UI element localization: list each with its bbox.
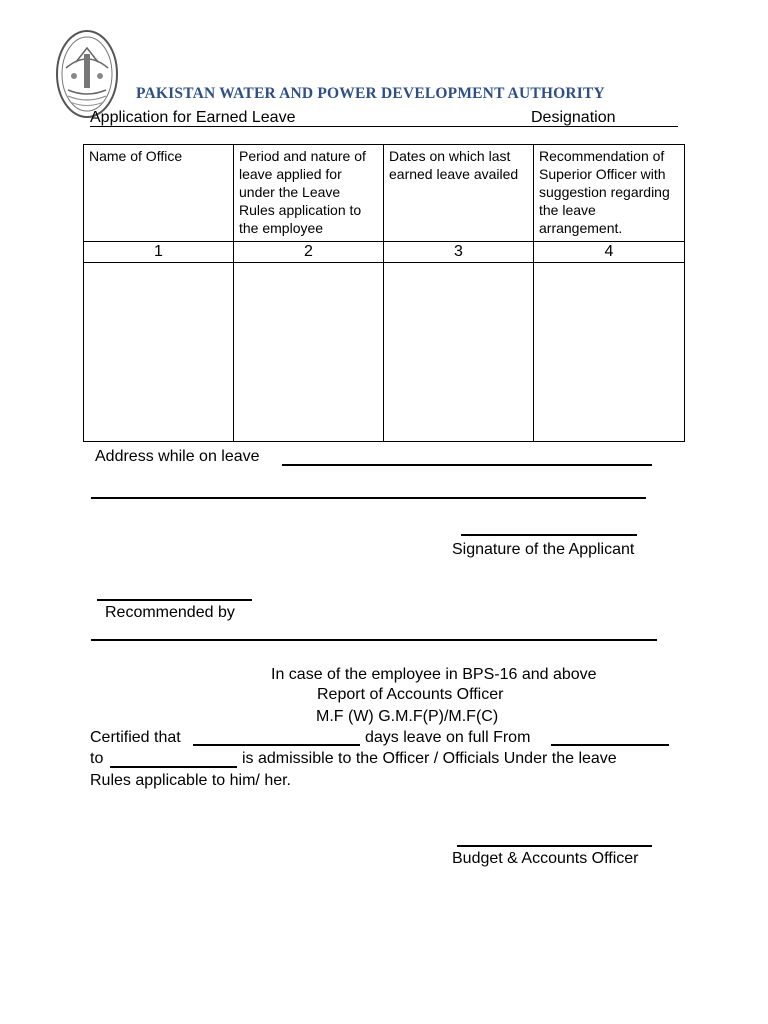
leave-table [83,144,685,442]
leave-period-cell[interactable] [234,263,384,442]
column-number-row [84,242,685,263]
mf-line: M.F (W) G.M.F(P)/M.F(C) [316,708,499,725]
officer-label: Budget & Accounts Officer [452,850,639,867]
officer-signature-line[interactable] [457,845,652,847]
column-header: Name of Office [84,145,234,242]
signature-line[interactable] [461,534,637,536]
recommendation-cell[interactable] [534,263,685,442]
recommended-label: Recommended by [105,604,235,621]
recommended-top-line[interactable] [97,599,252,601]
to-date-blank[interactable] [110,766,237,768]
column-number: 2 [234,242,384,263]
rules-text: Rules applicable to him/ her. [90,772,291,789]
column-number: 3 [384,242,534,263]
column-number: 1 [84,242,234,263]
organization-title: PAKISTAN WATER AND POWER DEVELOPMENT AUTHORITY [136,85,605,102]
last-leave-dates-cell[interactable] [384,263,534,442]
table-entry-row [84,263,685,442]
bps-note: In case of the employee in BPS-16 and above [271,666,597,683]
recommended-line[interactable] [91,639,657,641]
designation-label: Designation [531,109,616,126]
column-header: Period and nature of leave applied for under the Leave Rules application to the employee [234,145,384,242]
report-heading: Report of Accounts Officer [317,686,504,703]
to-label: to [90,750,104,767]
address-label: Address while on leave [95,448,260,465]
days-blank[interactable] [193,744,360,746]
certified-label: Certified that [90,729,181,746]
column-number: 4 [534,242,685,263]
table-header-row [84,145,685,242]
days-text: days leave on full From [365,729,531,746]
column-header: Dates on which last earned leave availed [384,145,534,242]
wapda-logo [54,28,120,120]
address-line-1[interactable] [282,464,652,466]
from-date-blank[interactable] [551,744,669,746]
address-line-2[interactable] [91,497,646,499]
signature-label: Signature of the Applicant [452,541,635,558]
admissible-text: is admissible to the Officer / Officials Under the leave [242,750,617,767]
form-title: Application for Earned Leave [90,109,296,126]
column-header: Recommendation of Superior Officer with suggestion regarding the leave arrangement. [534,145,685,242]
heading-underline [90,126,678,127]
office-name-cell[interactable] [84,263,234,442]
